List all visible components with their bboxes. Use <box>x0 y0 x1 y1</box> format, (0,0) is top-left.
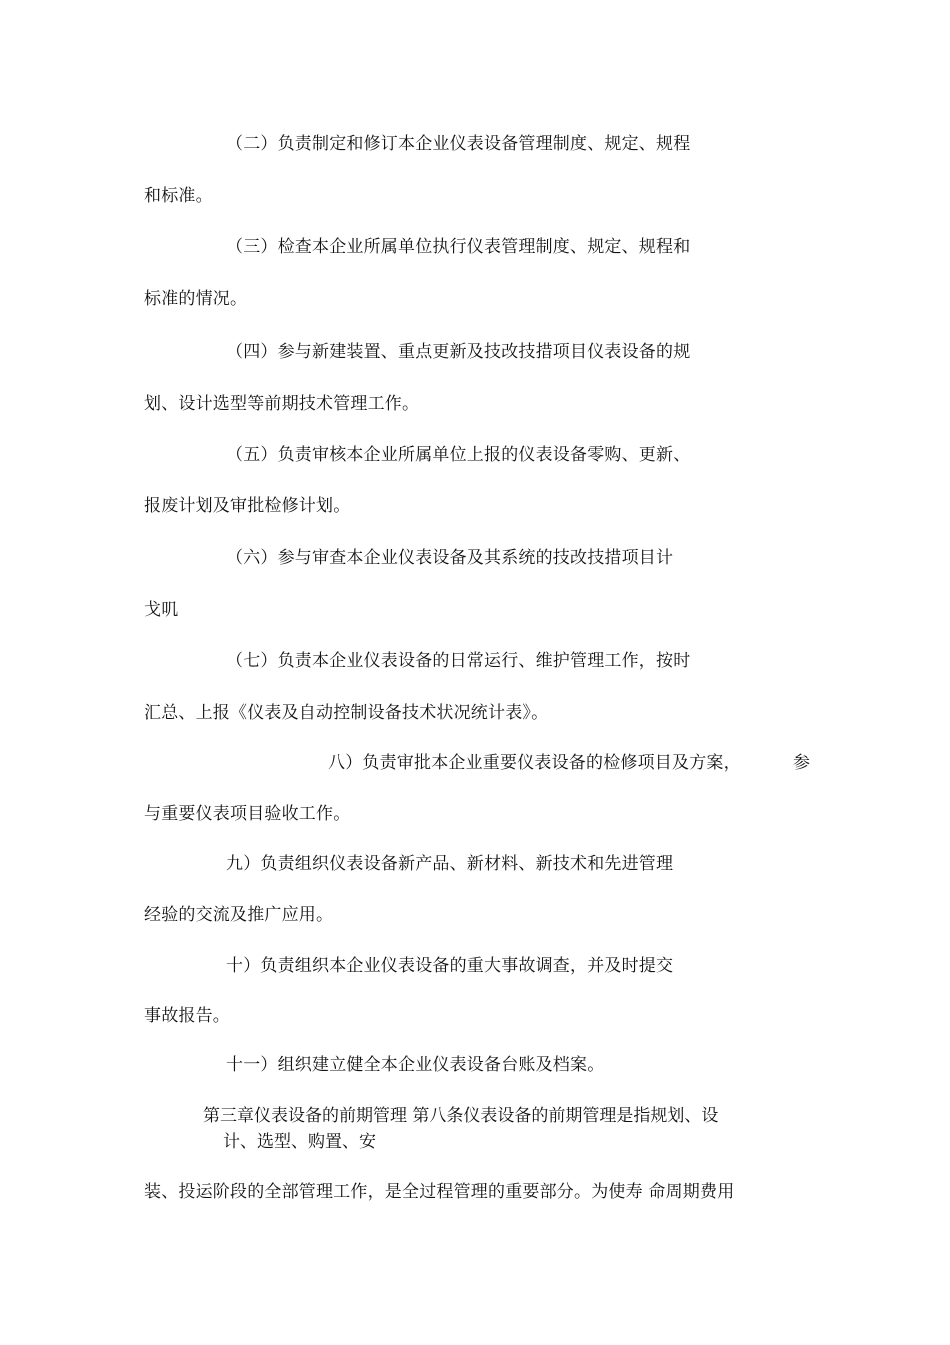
paragraph-2-line-1: （二）负责制定和修订本企业仪表设备管理制度、规定、规程 <box>226 134 691 154</box>
paragraph-2-line-2: 和标准。 <box>144 186 213 206</box>
paragraph-6-line-1: （六）参与审查本企业仪表设备及其系统的技改技措项目计 <box>226 548 674 568</box>
paragraph-11-line-1: 十一）组织建立健全本企业仪表设备台账及档案。 <box>226 1055 605 1075</box>
chapter-heading-block <box>203 1103 718 1155</box>
paragraph-8-line-1: 八）负责审批本企业重要仪表设备的检修项目及方案， <box>328 753 741 773</box>
paragraph-7-line-2: 汇总、上报《仪表及自动控制设备技术状况统计表》。 <box>144 703 549 723</box>
chapter-heading-line-1: 第三章仪表设备的前期管理 第八条仪表设备的前期管理是指规划、设 <box>203 1106 719 1126</box>
paragraph-8-line-2: 与重要仪表项目验收工作。 <box>144 804 351 824</box>
paragraph-9-line-1: 九）负责组织仪表设备新产品、新材料、新技术和先进管理 <box>226 854 674 874</box>
paragraph-5-line-1: （五）负责审核本企业所属单位上报的仪表设备零购、更新、 <box>226 445 691 465</box>
paragraph-10-line-1: 十）负责组织本企业仪表设备的重大事故调查，并及时提交 <box>226 956 674 976</box>
paragraph-10-line-2: 事故报告。 <box>144 1006 230 1026</box>
paragraph-3-line-2: 标准的情况。 <box>144 289 248 309</box>
paragraph-9-line-2: 经验的交流及推广应用。 <box>144 905 334 925</box>
paragraph-4-line-1: （四）参与新建装置、重点更新及技改技措项目仪表设备的规 <box>226 342 691 362</box>
chapter-heading-line-2: 计、选型、购置、安 <box>223 1132 376 1152</box>
paragraph-6-line-2: 戈叽 <box>144 600 179 620</box>
paragraph-3-line-1: （三）检查本企业所属单位执行仪表管理制度、规定、规程和 <box>226 237 691 257</box>
paragraph-7-line-1: （七）负责本企业仪表设备的日常运行、维护管理工作，按时 <box>226 651 691 671</box>
paragraph-5-line-2: 报废计划及审批检修计划。 <box>144 496 351 516</box>
paragraph-8-line-1-tail: 参 <box>793 753 811 773</box>
chapter-body-line-1: 装、投运阶段的全部管理工作，是全过程管理的重要部分。为使寿 命周期费用 <box>144 1182 735 1202</box>
paragraph-4-line-2: 划、设计选型等前期技术管理工作。 <box>144 394 420 414</box>
